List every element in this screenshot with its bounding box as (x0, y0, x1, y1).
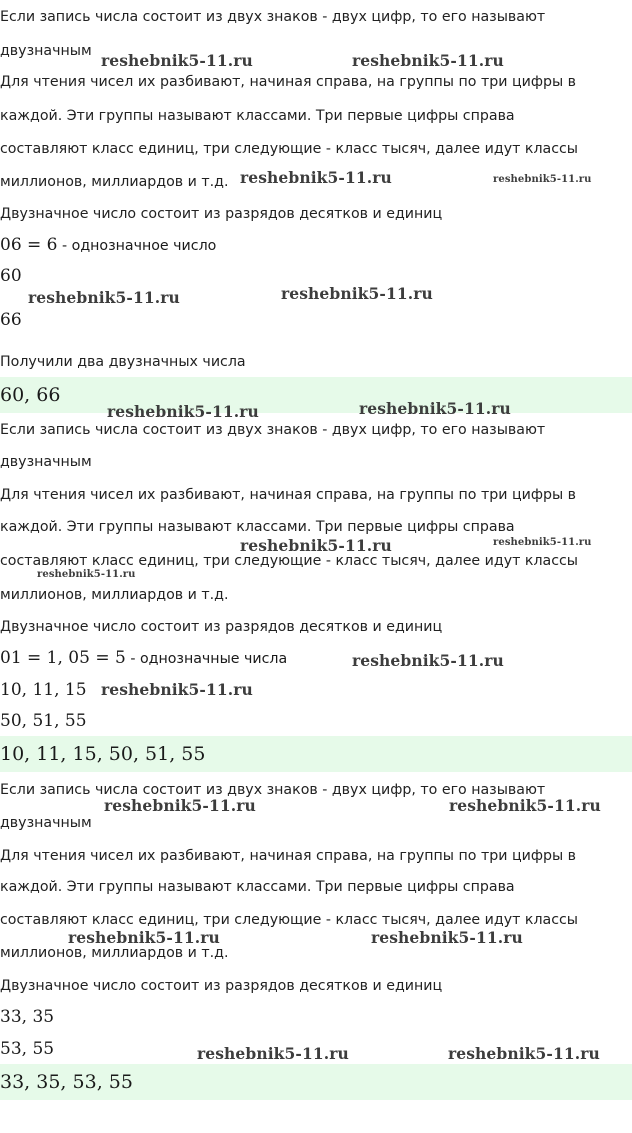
intro-line: миллионов, миллиардов и т.д. (0, 587, 229, 603)
watermark: reshebnik5-11.ru (493, 174, 592, 185)
watermark: reshebnik5-11.ru (352, 51, 504, 70)
watermark: reshebnik5-11.ru (371, 928, 523, 947)
watermark: reshebnik5-11.ru (493, 537, 592, 548)
watermark: reshebnik5-11.ru (448, 1044, 600, 1063)
intro-line: Для чтения чисел их разбивают, начиная справа, на группы по три цифры в (0, 848, 577, 864)
intro-line: Если запись числа состоит из двух знаков - двух цифр, то его называют (0, 9, 546, 25)
intro-line: миллионов, миллиардов и т.д. (0, 174, 229, 190)
math-note: - однозначное число (57, 238, 217, 254)
watermark: reshebnik5-11.ru (101, 680, 253, 699)
watermark: reshebnik5-11.ru (68, 928, 220, 947)
intro-line: двузначным (0, 454, 92, 470)
intro-line: составляют класс единиц, три следующие - класс тысяч, далее идут классы (0, 553, 579, 569)
watermark: reshebnik5-11.ru (28, 288, 180, 307)
watermark: reshebnik5-11.ru (104, 796, 256, 815)
math-expression: 01 = 1, 05 = 5 (0, 648, 126, 668)
watermark: reshebnik5-11.ru (240, 168, 392, 187)
watermark: reshebnik5-11.ru (197, 1044, 349, 1063)
answer-line: 10, 11, 15, 50, 51, 55 (0, 743, 206, 765)
watermark: reshebnik5-11.ru (101, 51, 253, 70)
intro-line: Если запись числа состоит из двух знаков - двух цифр, то его называют (0, 782, 546, 798)
intro-line: двузначным (0, 43, 92, 59)
intro-line: миллионов, миллиардов и т.д. (0, 945, 229, 961)
watermark: reshebnik5-11.ru (281, 284, 433, 303)
summary-text: Получили два двузначных числа (0, 354, 246, 370)
watermark: reshebnik5-11.ru (240, 536, 392, 555)
answer-line: 60, 66 (0, 384, 61, 406)
intro-line: Для чтения чисел их разбивают, начиная справа, на группы по три цифры в (0, 487, 577, 503)
rule-text: Двузначное число состоит из разрядов десятков и единиц (0, 206, 443, 222)
math-line: 10, 11, 15 (0, 680, 87, 700)
math-line (0, 648, 287, 669)
intro-line: Если запись числа состоит из двух знаков - двух цифр, то его называют (0, 422, 546, 438)
watermark: reshebnik5-11.ru (37, 569, 136, 580)
watermark: reshebnik5-11.ru (352, 651, 504, 670)
math-line: 33, 35 (0, 1007, 55, 1027)
intro-line: составляют класс единиц, три следующие - класс тысяч, далее идут классы (0, 912, 579, 928)
math-expression: 06 = 6 (0, 235, 58, 255)
intro-line: составляют класс единиц, три следующие - класс тысяч, далее идут классы (0, 141, 579, 157)
intro-line: каждой. Эти группы называют классами. Три первые цифры справа (0, 519, 515, 535)
math-line: 60 (0, 266, 22, 286)
watermark: reshebnik5-11.ru (359, 399, 511, 418)
intro-line: каждой. Эти группы называют классами. Три первые цифры справа (0, 879, 515, 895)
intro-line: каждой. Эти группы называют классами. Три первые цифры справа (0, 108, 515, 124)
answer-line: 33, 35, 53, 55 (0, 1071, 133, 1093)
rule-text: Двузначное число состоит из разрядов десятков и единиц (0, 978, 443, 994)
intro-line: двузначным (0, 815, 92, 831)
math-line: 66 (0, 310, 22, 330)
math-line (0, 235, 216, 256)
math-note: - однозначные числа (125, 651, 288, 667)
watermark: reshebnik5-11.ru (449, 796, 601, 815)
math-line: 53, 55 (0, 1039, 55, 1059)
rule-text: Двузначное число состоит из разрядов десятков и единиц (0, 619, 443, 635)
watermark: reshebnik5-11.ru (107, 402, 259, 421)
answer-highlight (0, 377, 632, 413)
math-line: 50, 51, 55 (0, 711, 87, 731)
intro-line: Для чтения чисел их разбивают, начиная справа, на группы по три цифры в (0, 74, 577, 90)
